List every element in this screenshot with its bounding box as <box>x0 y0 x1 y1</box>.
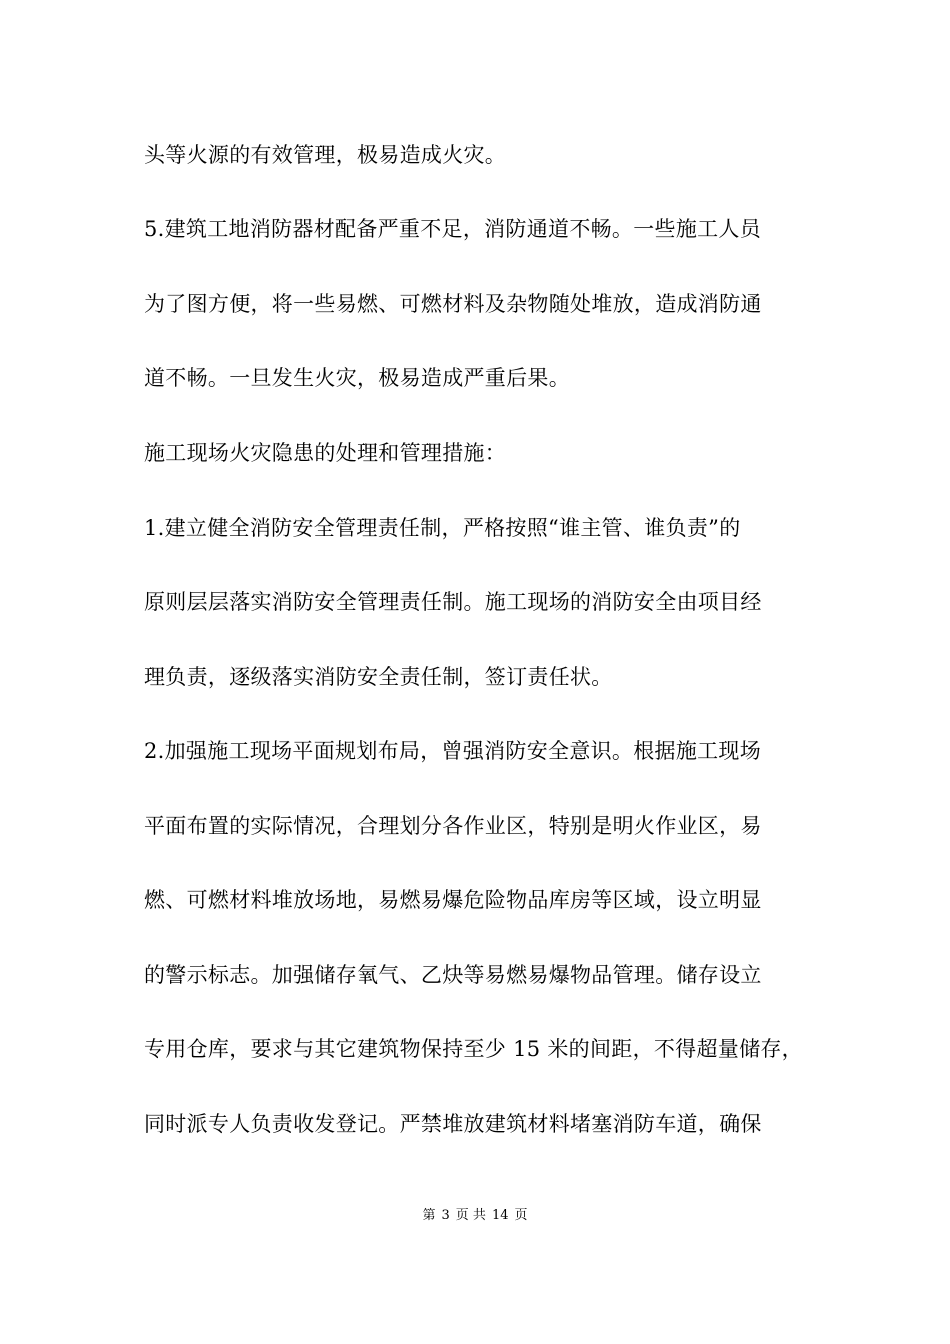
footer-total-pages: 14 <box>491 1208 509 1223</box>
text-line-13: 专用仓库，要求与其它建筑物保持至少 15 米的间距，不得超量储存， <box>144 1037 803 1061</box>
text-line-9: 2.加强施工现场平面规划布局，曾强消防安全意识。根据施工现场 <box>144 739 762 763</box>
text-line-7: 原则层层落实消防安全管理责任制。施工现场的消防安全由项目经 <box>144 590 762 614</box>
text-line-3: 为了图方便，将一些易燃、可燃材料及杂物随处堆放，造成消防通 <box>144 292 762 316</box>
footer-current-page: 3 <box>441 1208 450 1223</box>
text-line-10: 平面布置的实际情况，合理划分各作业区，特别是明火作业区，易 <box>144 814 762 838</box>
footer-suffix: 页 <box>514 1208 528 1223</box>
text-line-12: 的警示标志。加强储存氧气、乙炔等易燃易爆物品管理。储存设立 <box>144 963 762 987</box>
text-line-14: 同时派专人负责收发登记。严禁堆放建筑材料堵塞消防车道，确保 <box>144 1112 762 1136</box>
footer-middle: 页 共 <box>455 1208 486 1223</box>
page-footer <box>0 1207 950 1225</box>
text-line-4: 道不畅。一旦发生火灾，极易造成严重后果。 <box>144 366 570 390</box>
text-line-2: 5.建筑工地消防器材配备严重不足，消防通道不畅。一些施工人员 <box>144 217 762 241</box>
footer-prefix: 第 <box>422 1208 436 1223</box>
text-line-8: 理负责，逐级落实消防安全责任制，签订责任状。 <box>144 665 613 689</box>
section-heading: 施工现场火灾隐患的处理和管理措施： <box>144 441 507 465</box>
text-line-11: 燃、可燃材料堆放场地，易燃易爆危险物品库房等区域，设立明显 <box>144 888 762 912</box>
text-line-6: 1.建立健全消防安全管理责任制，严格按照“谁主管、谁负责”的 <box>144 516 741 540</box>
text-line-1: 头等火源的有效管理，极易造成火灾。 <box>144 143 507 167</box>
